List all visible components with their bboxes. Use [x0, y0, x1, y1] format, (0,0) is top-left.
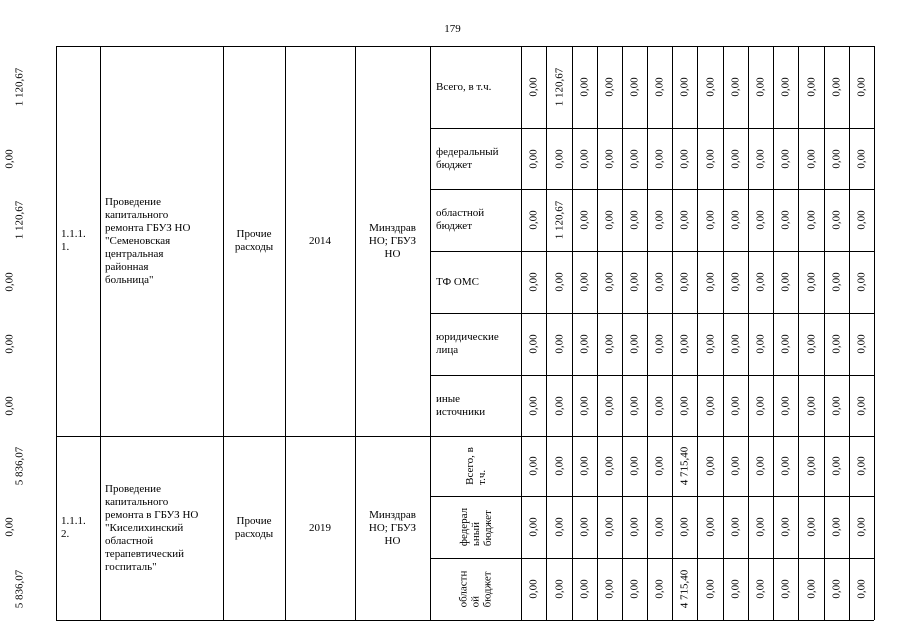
- item-number: 1.1.1. 1.: [61, 228, 86, 253]
- amount-value: 0,00: [678, 334, 691, 354]
- amount-value: 0,00: [704, 148, 717, 169]
- amount-value: 0,00: [603, 77, 616, 97]
- amount-value: 0,00: [678, 395, 691, 416]
- funding-source-label: областной бюджет: [436, 207, 485, 232]
- amount-value: 0,00: [779, 456, 792, 476]
- amount-value: 0,00: [603, 456, 616, 476]
- amount-value: 0,00: [729, 456, 742, 476]
- amount-value: 0,00: [527, 517, 540, 537]
- amount-value: 0,00: [553, 456, 566, 476]
- amount-value: 0,00: [628, 148, 641, 169]
- amount-value: 0,00: [578, 395, 591, 416]
- amount-value: 1 120,67: [552, 200, 565, 240]
- amount-value: 0,00: [805, 334, 818, 354]
- amount-value: 1 120,67: [552, 67, 565, 107]
- amount-value: 0,00: [678, 77, 691, 97]
- amount-value: 0,00: [779, 579, 792, 599]
- amount-value: 0,00: [553, 517, 566, 537]
- funding-source-label: Всего, в т.ч.: [436, 80, 492, 93]
- funding-source-label: областн ой бюджет: [457, 570, 494, 608]
- amount-value: 0,00: [653, 148, 666, 169]
- amount-value: 0,00: [704, 579, 717, 599]
- funding-source-label: юридические лица: [436, 331, 499, 356]
- amount-value: 1 120,67: [13, 200, 26, 240]
- amount-value: 0,00: [527, 272, 540, 292]
- amount-value: 0,00: [754, 148, 767, 169]
- amount-value: 0,00: [603, 579, 616, 599]
- amount-value: 0,00: [805, 517, 818, 537]
- amount-value: 0,00: [805, 272, 818, 292]
- amount-value: 0,00: [754, 579, 767, 599]
- amount-value: 0,00: [855, 334, 868, 354]
- amount-value: 0,00: [754, 334, 767, 354]
- amount-value: 0,00: [704, 517, 717, 537]
- amount-value: 0,00: [578, 148, 591, 169]
- amount-value: 0,00: [805, 210, 818, 230]
- amount-value: 0,00: [678, 517, 691, 537]
- amount-value: 0,00: [779, 272, 792, 292]
- amount-value: 0,00: [527, 334, 540, 354]
- amount-value: 0,00: [3, 395, 16, 416]
- amount-value: 0,00: [704, 210, 717, 230]
- amount-value: 0,00: [805, 395, 818, 416]
- amount-value: 0,00: [729, 210, 742, 230]
- amount-value: 0,00: [855, 579, 868, 599]
- amount-value: 0,00: [805, 579, 818, 599]
- amount-value: 0,00: [653, 579, 666, 599]
- amount-value: 0,00: [754, 456, 767, 476]
- amount-value: 0,00: [729, 272, 742, 292]
- executor: Минздрав НО; ГБУЗ НО: [368, 508, 417, 547]
- amount-value: 0,00: [578, 334, 591, 354]
- amount-value: 0,00: [855, 517, 868, 537]
- amount-value: 0,00: [830, 579, 843, 599]
- amount-value: 0,00: [779, 517, 792, 537]
- amount-value: 0,00: [805, 148, 818, 169]
- amount-value: 0,00: [704, 334, 717, 354]
- amount-value: 5 836,07: [13, 446, 26, 486]
- amount-value: 0,00: [704, 272, 717, 292]
- year: 2014: [309, 234, 331, 247]
- amount-value: 0,00: [628, 272, 641, 292]
- amount-value: 0,00: [855, 456, 868, 476]
- amount-value: 0,00: [553, 395, 566, 416]
- amount-value: 0,00: [855, 77, 868, 97]
- amount-value: 0,00: [830, 77, 843, 97]
- funding-source-label: федерал ьный бюджет: [457, 507, 494, 547]
- amount-value: 0,00: [729, 517, 742, 537]
- amount-value: 4 715,40: [678, 446, 691, 486]
- amount-value: 0,00: [527, 148, 540, 169]
- amount-value: 0,00: [855, 210, 868, 230]
- amount-value: 0,00: [729, 148, 742, 169]
- amount-value: 0,00: [754, 77, 767, 97]
- amount-value: 0,00: [729, 334, 742, 354]
- amount-value: 0,00: [779, 210, 792, 230]
- amount-value: 0,00: [830, 456, 843, 476]
- amount-value: 0,00: [578, 210, 591, 230]
- amount-value: 0,00: [553, 334, 566, 354]
- amount-value: 0,00: [805, 77, 818, 97]
- amount-value: 0,00: [653, 395, 666, 416]
- amount-value: 0,00: [628, 579, 641, 599]
- amount-value: 0,00: [754, 272, 767, 292]
- amount-value: 0,00: [653, 77, 666, 97]
- amount-value: 0,00: [830, 210, 843, 230]
- item-name: Проведение капитального ремонта в ГБУЗ НО "Киселихинский областной терапевтический госпиталь": [105, 482, 199, 573]
- funding-source-label: ТФ ОМС: [436, 275, 479, 288]
- amount-value: 5 836,07: [13, 569, 26, 609]
- amount-value: 0,00: [527, 210, 540, 230]
- amount-value: 0,00: [754, 395, 767, 416]
- amount-value: 0,00: [628, 395, 641, 416]
- amount-value: 0,00: [830, 395, 843, 416]
- amount-value: 0,00: [578, 517, 591, 537]
- amount-value: 0,00: [678, 210, 691, 230]
- amount-value: 0,00: [3, 334, 16, 354]
- funding-source-label: федеральный бюджет: [436, 145, 499, 171]
- executor: Минздрав НО; ГБУЗ НО: [368, 221, 417, 260]
- amount-value: 0,00: [553, 148, 566, 169]
- amount-value: 0,00: [855, 148, 868, 169]
- funding-source-label: иные источники: [436, 392, 486, 418]
- amount-value: 0,00: [729, 77, 742, 97]
- amount-value: 0,00: [653, 334, 666, 354]
- amount-value: 0,00: [704, 77, 717, 97]
- amount-value: 0,00: [527, 456, 540, 476]
- amount-value: 0,00: [628, 77, 641, 97]
- amount-value: 0,00: [3, 272, 16, 292]
- expense-type: Прочие расходы: [234, 228, 274, 253]
- amount-value: 0,00: [603, 272, 616, 292]
- amount-value: 0,00: [855, 395, 868, 416]
- amount-value: 0,00: [678, 148, 691, 169]
- amount-value: 0,00: [603, 517, 616, 537]
- amount-value: 0,00: [830, 148, 843, 169]
- amount-value: 0,00: [779, 77, 792, 97]
- amount-value: 0,00: [553, 272, 566, 292]
- amount-value: 0,00: [754, 517, 767, 537]
- amount-value: 0,00: [527, 579, 540, 599]
- amount-value: 4 715,40: [678, 569, 691, 609]
- amount-value: 0,00: [678, 272, 691, 292]
- amount-value: 0,00: [603, 210, 616, 230]
- funding-source-label: Всего, в т.ч.: [463, 447, 488, 485]
- amount-value: 0,00: [527, 77, 540, 97]
- amount-value: 0,00: [830, 334, 843, 354]
- amount-value: 0,00: [779, 395, 792, 416]
- amount-value: 0,00: [628, 456, 641, 476]
- amount-value: 0,00: [3, 148, 16, 169]
- amount-value: 0,00: [779, 334, 792, 354]
- amount-value: 0,00: [653, 272, 666, 292]
- amount-value: 0,00: [653, 210, 666, 230]
- year: 2019: [309, 521, 331, 534]
- amount-value: 0,00: [578, 272, 591, 292]
- amount-value: 0,00: [855, 272, 868, 292]
- amount-value: 0,00: [779, 148, 792, 169]
- amount-value: 0,00: [830, 517, 843, 537]
- amount-value: 0,00: [628, 210, 641, 230]
- page-number: 179: [444, 23, 461, 35]
- amount-value: 0,00: [729, 579, 742, 599]
- amount-value: 0,00: [653, 517, 666, 537]
- amount-value: 0,00: [578, 579, 591, 599]
- amount-value: 0,00: [628, 517, 641, 537]
- amount-value: 0,00: [653, 456, 666, 476]
- expense-type: Прочие расходы: [234, 515, 274, 540]
- amount-value: 0,00: [578, 456, 591, 476]
- item-number: 1.1.1. 2.: [61, 515, 86, 540]
- amount-value: 0,00: [704, 395, 717, 416]
- amount-value: 0,00: [578, 77, 591, 97]
- amount-value: 0,00: [704, 456, 717, 476]
- amount-value: 0,00: [805, 456, 818, 476]
- amount-value: 0,00: [603, 148, 616, 169]
- amount-value: 0,00: [729, 395, 742, 416]
- amount-value: 0,00: [603, 334, 616, 354]
- amount-value: 0,00: [553, 579, 566, 599]
- amount-value: 0,00: [754, 210, 767, 230]
- item-name: Проведение капитального ремонта ГБУЗ НО "Семеновская центральная районная больница": [105, 195, 191, 286]
- amount-value: 0,00: [603, 395, 616, 416]
- amount-value: 0,00: [830, 272, 843, 292]
- amount-value: 0,00: [3, 517, 16, 537]
- amount-value: 0,00: [527, 395, 540, 416]
- amount-value: 0,00: [628, 334, 641, 354]
- amount-value: 1 120,67: [13, 67, 26, 107]
